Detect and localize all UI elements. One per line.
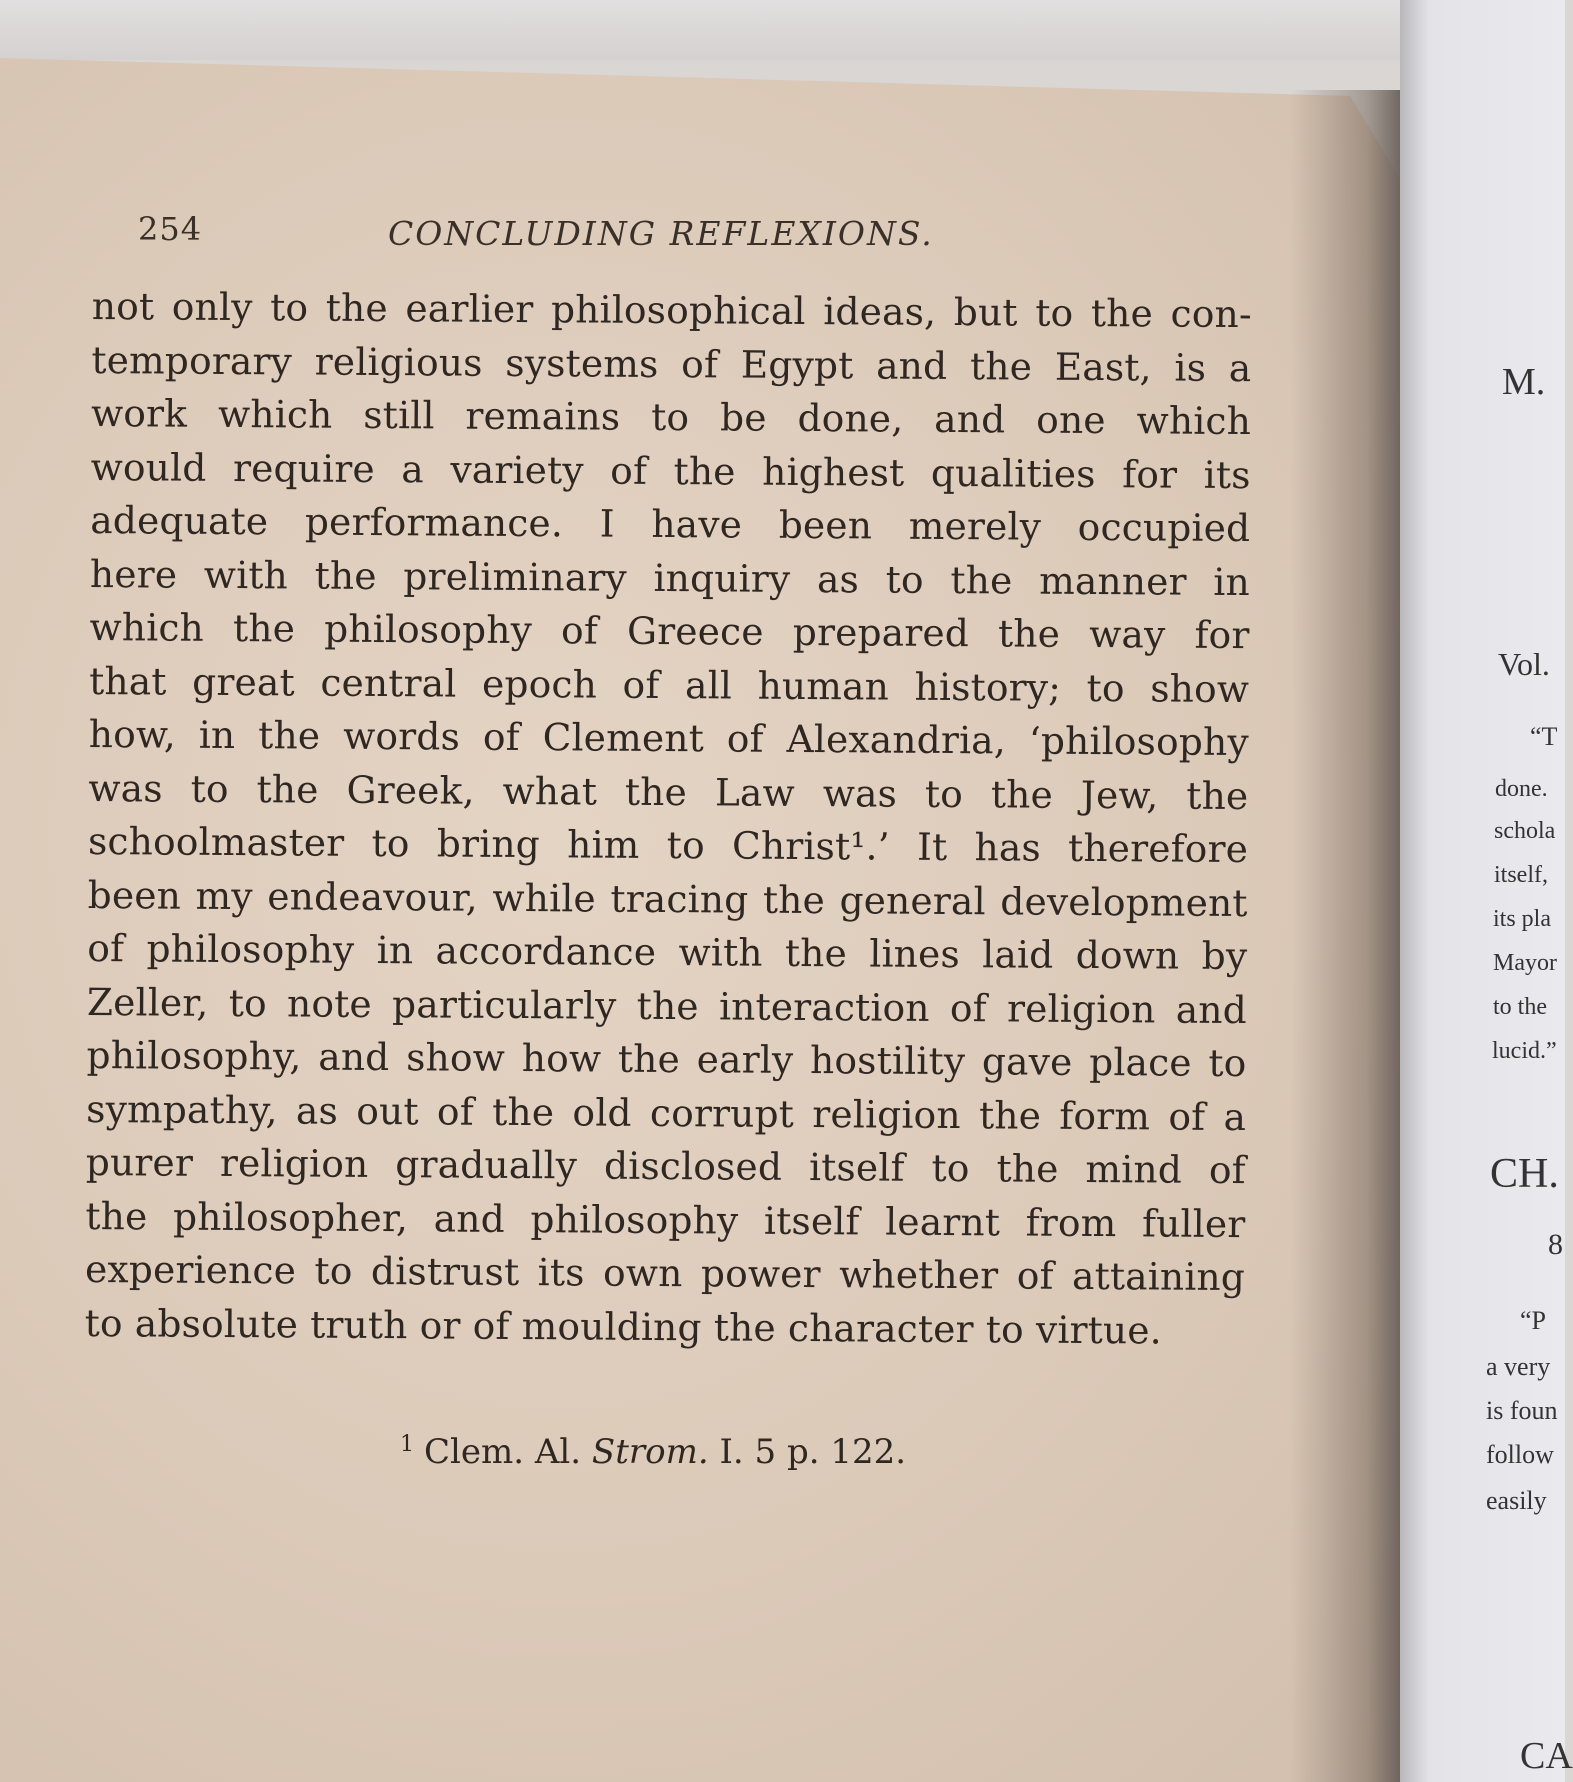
opposite-fragment: M. (1502, 361, 1546, 403)
text-line: purer religion gradually disclosed itself to the mind of (85, 1139, 1246, 1193)
opposite-fragment: CH. (1490, 1151, 1559, 1197)
opposite-fragment: a very (1486, 1352, 1551, 1381)
text-line: not only to the earlier philosophical ideas, but to the con- (91, 283, 1252, 337)
opposite-fragment: “T (1530, 722, 1558, 751)
footnote-reference: I. 5 p. 122. (719, 1432, 907, 1472)
text-line: was to the Greek, what the Law was to the Jew, the (88, 765, 1249, 818)
opposite-fragment: 8 (1548, 1228, 1563, 1261)
running-head: CONCLUDING REFLEXIONS. (388, 214, 934, 253)
page-number: 254 (138, 210, 203, 248)
text-line: how, in the words of Clement of Alexandria, ‘philosophy (88, 711, 1249, 765)
footnote-title: Strom. (591, 1432, 709, 1472)
text-line: temporary religious systems of Egypt and the East, is a (91, 337, 1252, 390)
opposite-fragment: schola (1494, 818, 1556, 844)
opposite-fragment: to the (1493, 994, 1547, 1020)
text-line: to absolute truth or of moulding the character to virtue. (84, 1300, 1163, 1352)
opposite-fragment: is foun (1486, 1396, 1558, 1425)
background-surface (0, 0, 1565, 60)
opposite-fragment: itself, (1494, 862, 1548, 888)
opposite-fragment: its pla (1493, 906, 1551, 932)
text-line: philosophy, and show how the early hostility gave place to (86, 1032, 1247, 1086)
text-line: work which still remains to be done, and one which (90, 390, 1252, 444)
opposite-fragment: Vol. (1498, 646, 1550, 682)
page-header (138, 210, 1258, 260)
body-text (85, 280, 1252, 1358)
footnote-citation: Clem. Al. (424, 1432, 582, 1472)
opposite-fragment: “P (1520, 1306, 1546, 1335)
footnote-mark: 1 (400, 1432, 414, 1457)
opposite-fragment: easily (1486, 1486, 1547, 1515)
text-line: adequate performance. I have been merely occupied (90, 497, 1251, 551)
text-line: here with the preliminary inquiry as to the manner in (89, 551, 1251, 604)
gutter-shadow (1290, 90, 1400, 1782)
text-line: would require a variety of the highest qualities for its (90, 444, 1251, 497)
text-line: Zeller, to note particularly the interaction of religion and (86, 979, 1248, 1032)
footnote (400, 1432, 906, 1472)
text-line: of philosophy in accordance with the lines laid down by (87, 925, 1248, 979)
text-line: which the philosophy of Greece prepared the way for (89, 604, 1250, 658)
text-line: the philosopher, and philosophy itself learnt from fuller (85, 1193, 1246, 1246)
opposite-fragment: CA (1520, 1735, 1573, 1777)
text-line: sympathy, as out of the old corrupt religion the form of a (86, 1086, 1247, 1139)
text-line: that great central epoch of all human history; to show (89, 658, 1250, 711)
opposite-fragment: lucid.” (1492, 1038, 1557, 1064)
text-line: schoolmaster to bring him to Christ¹.’ It has therefore (87, 818, 1249, 872)
text-line: experience to distrust its own power whether of attaining (84, 1246, 1246, 1300)
opposite-fragment: follow (1486, 1440, 1554, 1469)
opposite-fragment: done. (1495, 776, 1548, 802)
text-line: been my endeavour, while tracing the general development (87, 872, 1248, 925)
opposite-fragment: Mayor (1493, 950, 1557, 976)
opposite-page (1400, 0, 1573, 1782)
